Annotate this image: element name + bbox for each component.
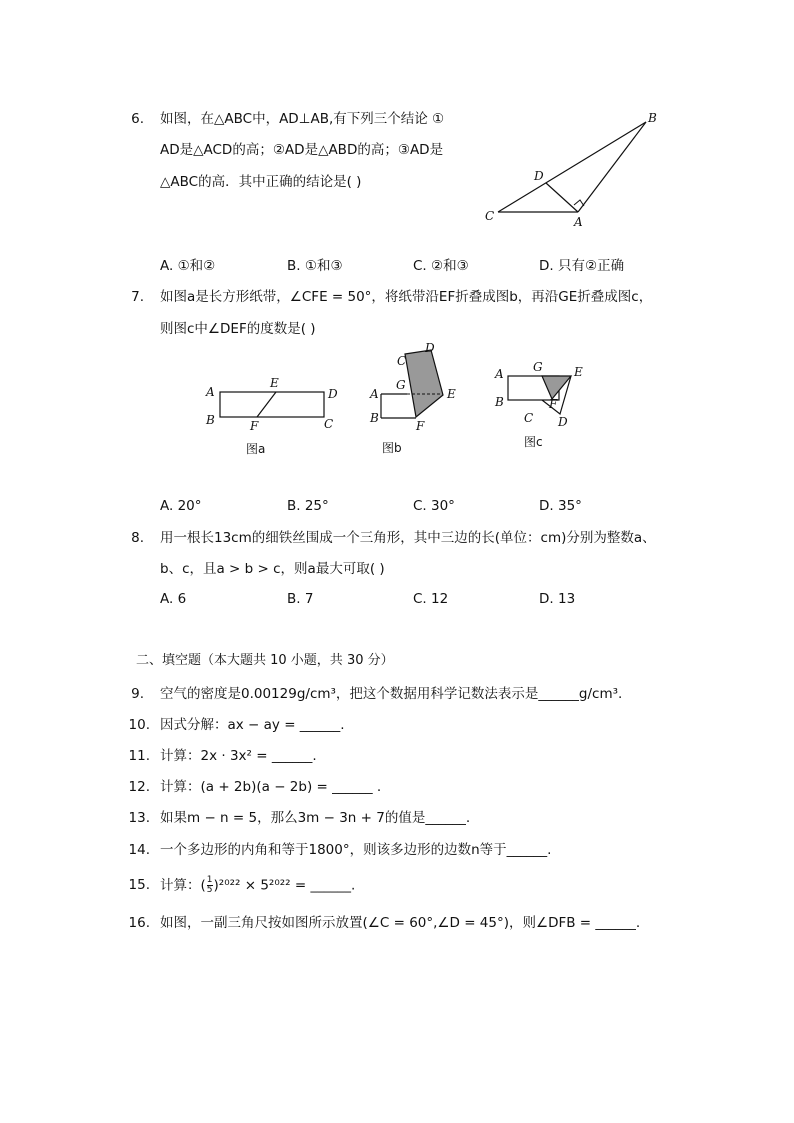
q7a-label-F: F [250,419,259,433]
q7-number: 7. [131,289,144,305]
q8-option-d: D. 13 [539,591,576,607]
q11-text: 计算：2x · 3x² = ______. [160,748,317,764]
q7-option-d: D. 35° [539,498,582,514]
q7-option-c: C. 30° [413,498,455,514]
q7c-label-E: E [574,365,583,379]
q7c-label-A: A [495,367,504,381]
q7-caption-c: 图c [524,435,543,449]
q11-number: 11. [128,748,150,764]
q6-option-c: C. ②和③ [413,258,469,274]
q7-line1: 如图a是长方形纸带，∠CFE = 50°，将纸带沿EF折叠成图b，再沿GE折叠成图c， [160,289,653,305]
q6-label-D: D [534,169,544,183]
q7c-label-B: B [495,395,504,409]
q6-option-d: D. 只有②正确 [539,258,625,274]
q15-frac-num: 1 [206,875,213,885]
q7b-label-C: C [397,354,407,368]
q6-option-b: B. ①和③ [287,258,343,274]
q7b-label-E: E [447,387,456,401]
q7c-label-D: D [558,415,568,429]
q10-number: 10. [128,717,150,733]
q8-option-b: B. 7 [287,591,314,607]
q7a-label-E: E [270,376,279,390]
q8-number: 8. [131,530,144,546]
q7a-label-A: A [206,385,215,399]
q6-label-B: B [648,111,657,125]
q7c-label-F: F [549,397,558,411]
q15-text [160,876,355,895]
q7-caption-a: 图a [246,442,266,456]
q12-text: 计算：(a + 2b)(a − 2b) = ______ . [160,779,382,795]
q15-number: 15. [128,877,150,893]
q7b-label-F: F [416,419,425,433]
q8-line2: b、c，且a > b > c，则a最大可取( ) [160,561,385,577]
q12-number: 12. [128,779,150,795]
q7b-label-B: B [370,411,379,425]
section-2-title: 二、填空题（本大题共 10 小题，共 30 分） [136,653,394,668]
q7-figure-a [200,372,350,462]
q7b-label-D: D [425,341,435,355]
q6-label-A: A [574,215,583,228]
q16-number: 16. [128,915,150,931]
q7c-label-C: C [524,411,534,425]
q8-option-c: C. 12 [413,591,449,607]
q15-suffix: )²⁰²² × 5²⁰²² = ______. [213,877,356,894]
q8-line1: 用一根长13cm的细铁丝围成一个三角形，其中三边的长(单位：cm)分别为整数a、 [160,530,656,546]
q7-figure-c [490,356,600,456]
q8-option-a: A. 6 [160,591,187,607]
q16-text: 如图，一副三角尺按如图所示放置(∠C = 60°,∠D = 45°)，则∠DFB = ______. [160,915,641,931]
q6-option-a: A. ①和② [160,258,216,274]
q10-text: 因式分解：ax − ay = ______. [160,717,345,733]
q14-text: 一个多边形的内角和等于1800°，则该多边形的边数n等于______. [160,842,552,858]
q7-line2: 则图c中∠DEF的度数是( ) [160,321,316,337]
q6-label-C: C [485,209,495,223]
q6-triangle-figure [480,108,670,228]
q6-line1: 如图，在△ABC中，AD⊥AB,有下列三个结论 ① [160,111,445,127]
q6-line3: △ABC的高．其中正确的结论是( ) [160,174,362,190]
q7-option-b: B. 25° [287,498,329,514]
q7a-label-D: D [328,387,338,401]
q15-frac-den: 5 [206,885,213,895]
q15-prefix: 计算：( [160,877,206,894]
q7a-label-C: C [324,417,334,431]
q7-caption-b: 图b [382,441,402,455]
q14-number: 14. [128,842,150,858]
q7a-label-B: B [206,413,215,427]
q7c-label-G: G [533,360,543,374]
q6-line2: AD是△ACD的高；②AD是△ABD的高；③AD是 [160,142,444,158]
q7-figure-b [365,340,475,460]
q7-option-a: A. 20° [160,498,202,514]
q15-fraction [207,876,213,895]
q7b-label-G: G [396,378,406,392]
q13-text: 如果m − n = 5，那么3m − 3n + 7的值是______. [160,810,471,826]
q7b-label-A: A [370,387,379,401]
q9-text: 空气的密度是0.00129g/cm³，把这个数据用科学记数法表示是______g/cm³. [160,686,623,702]
q13-number: 13. [128,810,150,826]
q6-number: 6. [131,111,144,127]
q9-number: 9. [131,686,144,702]
